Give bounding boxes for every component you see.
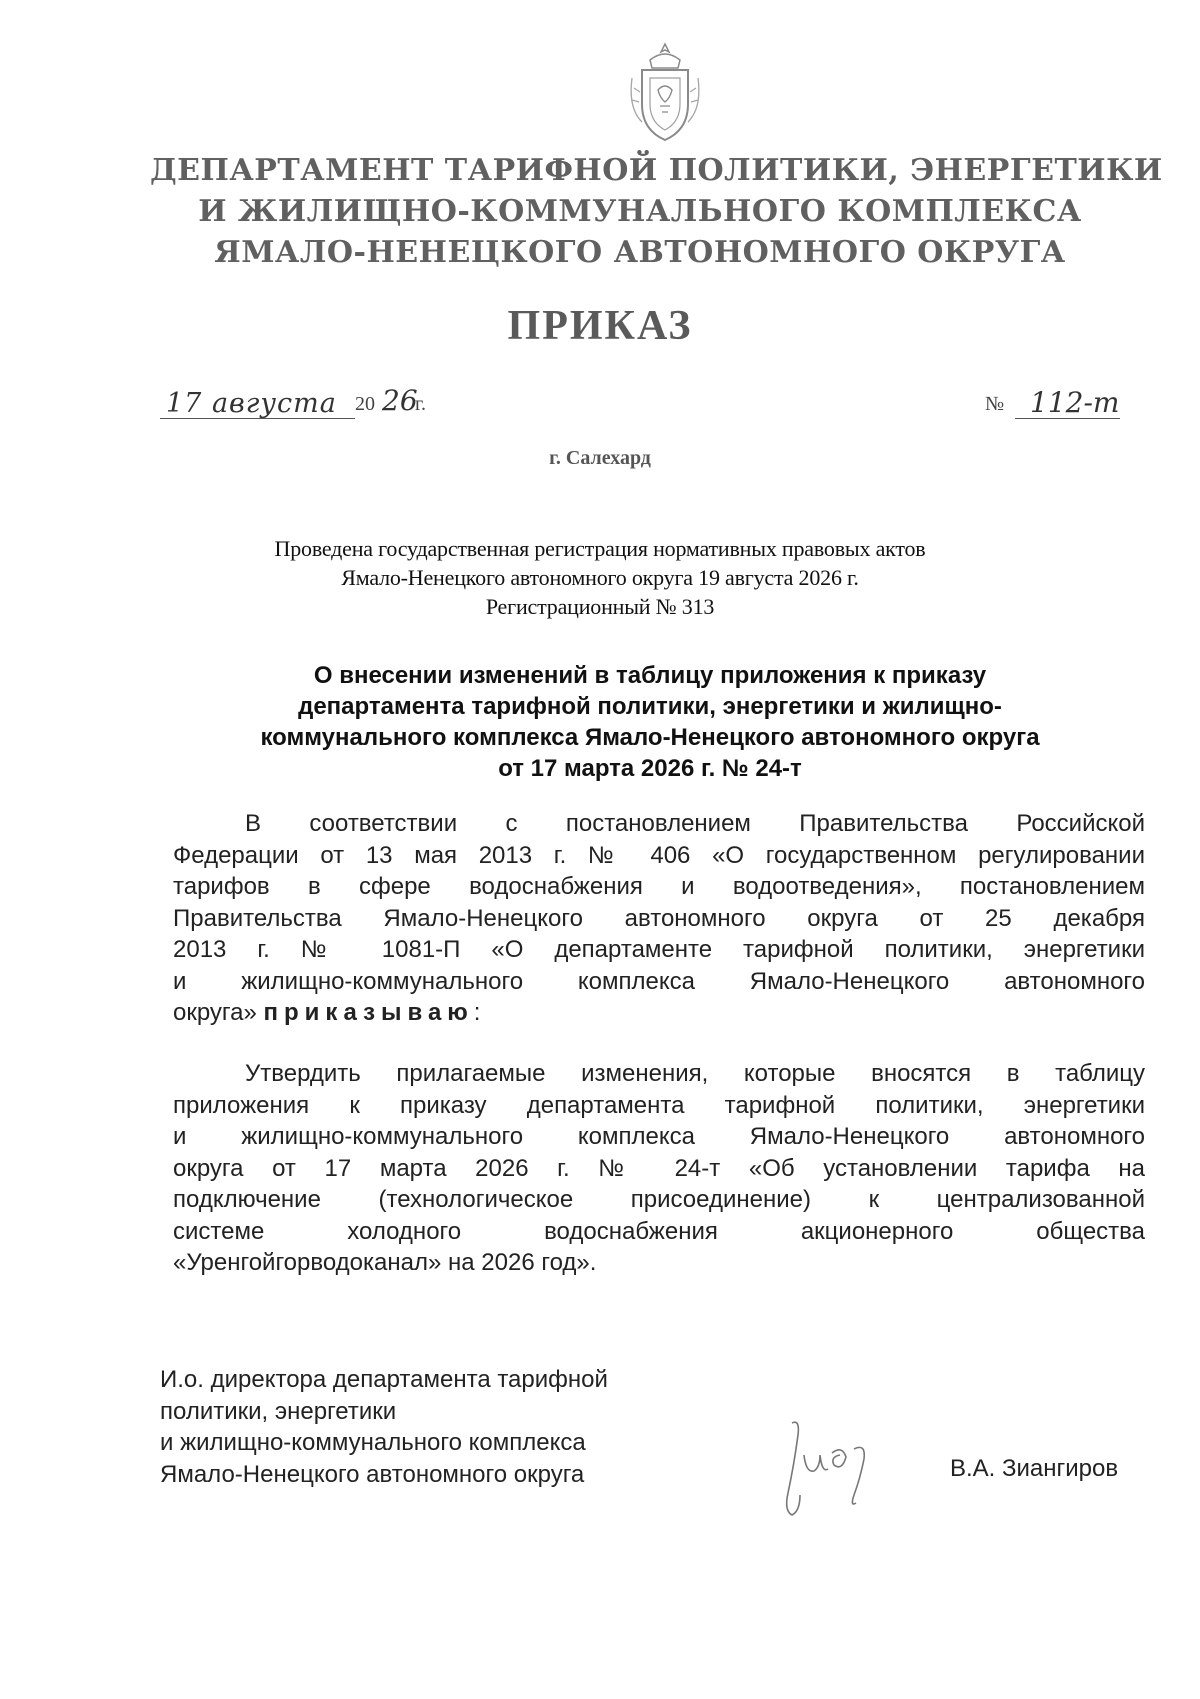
order-paragraph xyxy=(173,1058,1145,1279)
order-number xyxy=(985,388,1145,428)
department-line: ЯМАЛО-НЕНЕЦКОГО АВТОНОМНОГО ОКРУГА xyxy=(214,235,1066,270)
paragraph-line: Федерации от 13 мая 2013 г. № 406 «О государственном регулировании xyxy=(173,841,1145,869)
title-line: департамента тарифной политики, энергетики и жилищно- xyxy=(298,693,1002,720)
department-line: И ЖИЛИЩНО-КОММУНАЛЬНОГО КОМПЛЕКСА xyxy=(198,194,1082,229)
paragraph-line: В соответствии с постановлением Правительства Российской xyxy=(245,810,1145,837)
handwritten-year: 26 xyxy=(382,384,418,417)
title-line: от 17 марта 2026 г. № 24-т xyxy=(498,755,802,782)
signatory-name: В.А. Зиангиров xyxy=(950,1455,1119,1482)
paragraph-line: тарифов в сфере водоснабжения и водоотведения», постановлением xyxy=(173,873,1145,900)
paragraph-line: и жилищно-коммунального комплекса Ямало-Ненецкого автономного xyxy=(173,1123,1145,1150)
signatory-position xyxy=(160,1364,720,1490)
paragraph-line: округа от 17 марта 2026 г. № 24-т «Об установлении тарифа на xyxy=(173,1154,1145,1182)
paragraph-line: подключение (технологическое присоединение) к централизованной xyxy=(173,1186,1145,1213)
paragraph-line: Правительства Ямало-Ненецкого автономного округа от 25 декабря xyxy=(173,904,1145,932)
registration-note xyxy=(150,534,1050,621)
paragraph-line xyxy=(173,997,1145,1029)
order-verb: приказываю xyxy=(263,999,474,1026)
document-type-title: ПРИКАЗ xyxy=(507,303,693,349)
position-line: и жилищно-коммунального комплекса xyxy=(160,1429,586,1456)
department-name xyxy=(150,150,1163,273)
date-underline xyxy=(160,418,355,419)
position-line: И.о. директора департамента тарифной xyxy=(160,1366,608,1393)
paragraph-line: системе холодного водоснабжения акционерного общества xyxy=(173,1217,1145,1245)
handwritten-date: 17 августа xyxy=(166,388,337,419)
coat-of-arms-icon xyxy=(620,38,710,148)
preamble-paragraph xyxy=(173,808,1145,1029)
registration-line: Проведена государственная регистрация нормативных правовых актов xyxy=(274,536,926,561)
registration-line: Ямало-Ненецкого автономного округа 19 августа 2026 г. xyxy=(341,565,859,590)
order-date xyxy=(160,384,430,428)
paragraph-line: Утвердить прилагаемые изменения, которые вносятся в таблицу xyxy=(245,1060,1145,1087)
text-fragment: : xyxy=(473,999,481,1026)
order-title xyxy=(175,660,1125,784)
handwritten-number: 112-т xyxy=(1030,386,1120,419)
text-fragment: округа» xyxy=(173,999,264,1026)
position-line: Ямало-Ненецкого автономного округа xyxy=(160,1460,585,1488)
paragraph-line: приложения к приказу департамента тарифной политики, энергетики xyxy=(173,1091,1145,1119)
handwritten-signature xyxy=(770,1415,890,1525)
department-line: ДЕПАРТАМЕНТ ТАРИФНОЙ ПОЛИТИКИ, ЭНЕРГЕТИКИ xyxy=(150,153,1163,188)
year-suffix: г. xyxy=(415,393,426,415)
title-line: О внесении изменений в таблицу приложения к приказу xyxy=(313,662,987,689)
title-line: коммунального комплекса Ямало-Ненецкого автономного округа xyxy=(260,724,1040,751)
number-sign: № xyxy=(985,393,1005,415)
year-prefix: 20 xyxy=(355,393,375,415)
paragraph-line: «Уренгойгорводоканал» на 2026 год». xyxy=(173,1249,597,1276)
paragraph-line: и жилищно-коммунального комплекса Ямало-Ненецкого автономного xyxy=(173,967,1145,995)
registration-line: Регистрационный № 313 xyxy=(485,594,715,619)
position-line: политики, энергетики xyxy=(160,1397,397,1425)
city: г. Салехард xyxy=(549,447,651,469)
paragraph-line: 2013 г. № 1081-П «О департаменте тарифной политики, энергетики xyxy=(173,936,1145,963)
